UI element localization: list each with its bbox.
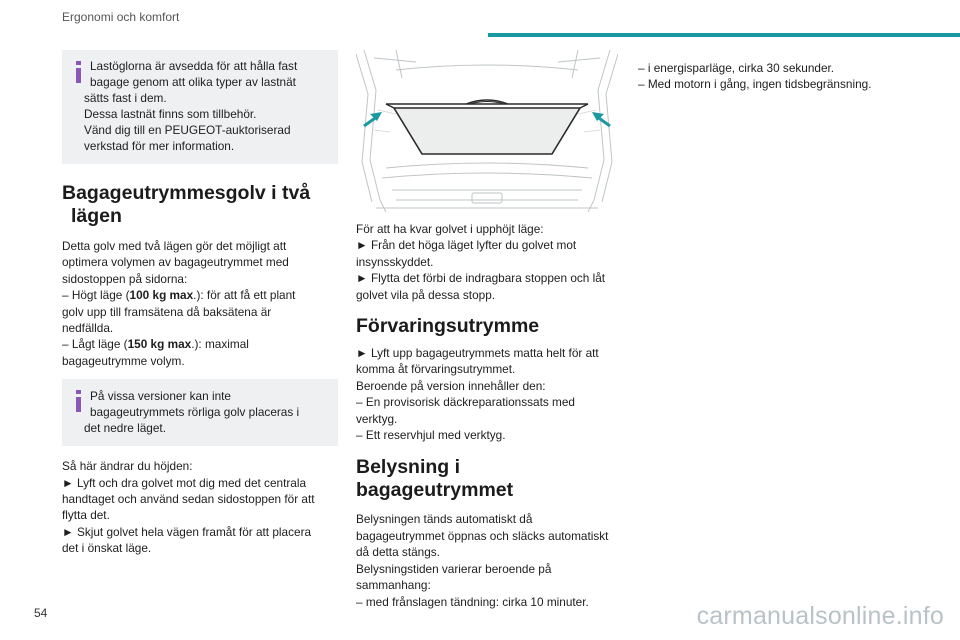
text-line: – Ett reservhjul med verktyg.	[356, 428, 506, 443]
heading-lighting	[356, 456, 618, 502]
text-line: bagageutrymme volym.	[62, 353, 185, 368]
text-line: – i energisparläge, cirka 30 sekunder.	[638, 61, 835, 75]
text-line: – med frånslagen tändning: cirka 10 minuter.	[356, 594, 589, 609]
text-line: Belysningstiden varierar beroende på	[356, 561, 552, 576]
text-line: då detta stängs.	[356, 545, 440, 560]
text-line: ► Skjut golvet hela vägen framåt för att placera	[62, 524, 312, 539]
text-line: ► Lyft och dra golvet mot dig med det centrala	[62, 475, 307, 490]
header-accent-bar	[488, 33, 960, 37]
text-line: Beroende på version innehåller den:	[356, 378, 546, 393]
heading-floor	[62, 182, 338, 228]
text-line: ► Lyft upp bagageutrymmets matta helt för att	[356, 346, 599, 361]
text-line: flytta det.	[62, 508, 110, 523]
text-line: sidostoppen på sidorna:	[62, 271, 188, 286]
text-span: .): för att få ett plant	[193, 288, 296, 303]
watermark: carmanualsonline.info	[696, 602, 944, 630]
column-1	[62, 50, 338, 557]
page-number: 54	[34, 606, 48, 620]
text-line: Detta golv med två lägen gör det möjligt att	[62, 239, 287, 253]
section-title: Ergonomi och komfort	[62, 10, 180, 24]
bold-value: 100 kg max	[129, 288, 194, 303]
note-line: sätts fast i dem.	[84, 91, 167, 105]
paragraph-change-height	[62, 458, 338, 556]
note-line: På vissa versioner kan inte	[90, 389, 231, 404]
paragraph-storage	[356, 345, 618, 443]
note-line: Vänd dig till en PEUGEOT-auktoriserad	[84, 123, 291, 137]
text-line: handtaget och använd sedan sidostoppen för att	[62, 492, 315, 507]
bold-value: 150 kg max	[127, 337, 192, 352]
text-line: – En provisorisk däckreparationssats med	[356, 395, 575, 410]
text-span: – Lågt läge (	[62, 337, 128, 352]
text-span: .): maximal	[191, 337, 249, 352]
text-line: sammanhang:	[356, 578, 431, 593]
note-line: Lastöglorna är avsedda för att hålla fast	[90, 59, 298, 73]
info-icon	[72, 61, 86, 83]
info-note-1	[62, 50, 338, 164]
text-line: golvet vila på dessa stopp.	[356, 287, 496, 302]
heading-storage: Förvaringsutrymme	[356, 315, 540, 338]
paragraph-lighting-cont	[638, 60, 908, 93]
text-line: golv upp till framsätena då baksätena är	[62, 304, 272, 319]
text-line: ► Från det höga läget lyfter du golvet mot	[356, 238, 577, 253]
note-line: Dessa lastnät finns som tillbehör.	[84, 107, 257, 121]
note-line: bagageutrymmets rörliga golv placeras i	[90, 405, 300, 420]
text-line: ► Flytta det förbi de indragbara stoppen och låt	[356, 271, 606, 286]
paragraph-raised-floor	[356, 221, 618, 303]
text-line: komma åt förvaringsutrymmet.	[356, 362, 516, 377]
paragraph-lighting	[356, 511, 618, 609]
column-2	[356, 50, 618, 610]
text-line	[62, 336, 338, 352]
text-line: insynsskyddet.	[356, 254, 434, 269]
heading-line: bagageutrymmet	[356, 479, 514, 502]
heading-line: lägen	[71, 205, 122, 227]
trunk-floor-illustration	[356, 50, 618, 214]
text-span: – Högt läge (	[62, 288, 130, 303]
text-line: Så här ändrar du höjden:	[62, 459, 193, 474]
info-icon	[72, 390, 86, 412]
text-line: det i önskat läge.	[62, 541, 152, 556]
text-line: Belysningen tänds automatiskt då	[356, 512, 533, 527]
note-line: verkstad för mer information.	[84, 139, 235, 153]
text-line: – Med motorn i gång, ingen tidsbegränsning.	[638, 77, 872, 92]
column-3	[638, 60, 908, 93]
heading-line: Belysning i	[356, 456, 461, 479]
paragraph-floor-intro	[62, 238, 338, 369]
text-line: För att ha kvar golvet i upphöjt läge:	[356, 222, 544, 236]
info-note-2	[62, 379, 338, 446]
heading-line: Bagageutrymmesgolv i två	[62, 182, 311, 204]
text-line: nedfällda.	[62, 321, 114, 336]
text-line: optimera volymen av bagageutrymmet med	[62, 255, 289, 270]
text-line: verktyg.	[356, 411, 398, 426]
note-line: bagage genom att olika typer av lastnät	[90, 75, 296, 89]
text-line	[62, 287, 338, 303]
note-line: det nedre läget.	[84, 421, 166, 436]
text-line: bagageutrymmet öppnas och släcks automatiskt	[356, 528, 609, 543]
